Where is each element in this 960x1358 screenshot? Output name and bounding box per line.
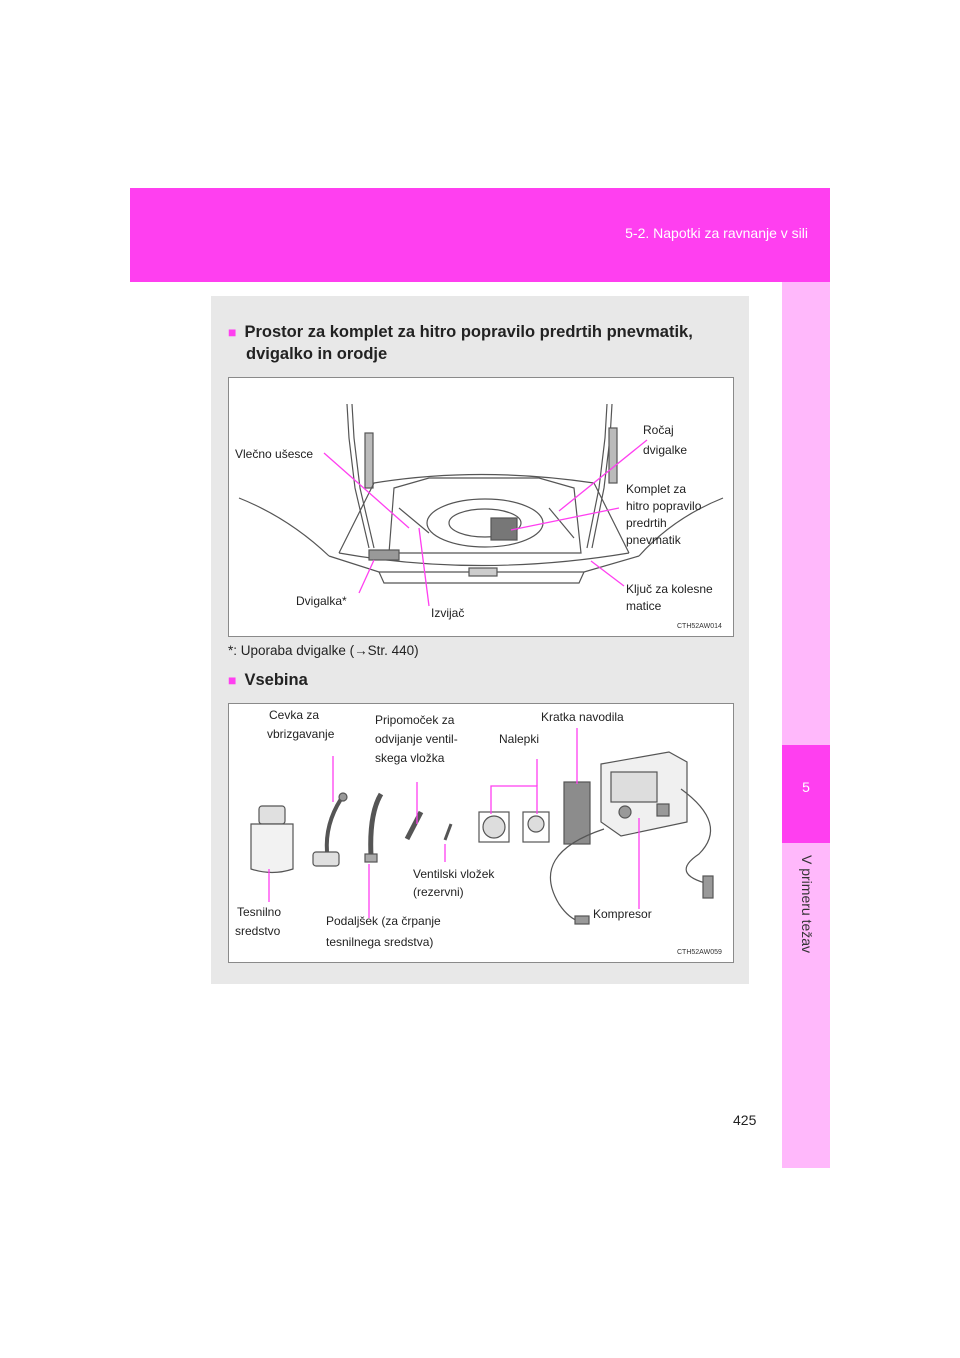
square-bullet-icon: ■ bbox=[228, 672, 237, 688]
label-extension-1: Podaljšek (za črpanje bbox=[326, 914, 441, 928]
label-towing-eye: Vlečno ušesce bbox=[235, 447, 314, 461]
kit-contents-figure bbox=[228, 703, 734, 963]
trunk-storage-figure bbox=[228, 377, 734, 637]
label-valve-core-1: Ventilski vložek bbox=[413, 867, 495, 881]
label-injection-hose-2: vbrizgavanje bbox=[267, 727, 335, 741]
label-quick-guide: Kratka navodila bbox=[541, 710, 624, 724]
label-jack-handle-1: Ročaj bbox=[643, 423, 674, 437]
label-sealant-2: sredstvo bbox=[235, 924, 281, 938]
label-jack-handle-2: dvigalke bbox=[643, 443, 688, 457]
page-number: 425 bbox=[733, 1112, 757, 1128]
label-screwdriver: Izvijač bbox=[431, 606, 465, 620]
label-compressor: Kompresor bbox=[593, 907, 652, 921]
section2-heading: ■ Vsebina bbox=[228, 671, 308, 689]
figure-code: CTH52AW059 bbox=[677, 949, 722, 956]
figure-code: CTH52AW014 bbox=[677, 623, 722, 630]
label-repair-kit-2: hitro popravilo bbox=[626, 499, 702, 513]
label-lug-wrench-1: Ključ za kolesne bbox=[626, 582, 713, 596]
section-title: 5-2. Napotki za ravnanje v sili bbox=[625, 225, 808, 241]
section1-heading-line1: ■ Prostor za komplet za hitro popravilo predrtih pnevmatik, bbox=[228, 323, 693, 341]
label-repair-kit-1: Komplet za bbox=[626, 482, 687, 496]
label-repair-kit-3: predrtih bbox=[626, 516, 667, 530]
label-repair-kit-4: pnevmatik bbox=[626, 533, 681, 547]
label-extension-2: tesnilnega sredstva) bbox=[326, 935, 434, 949]
label-valve-core-2: (rezervni) bbox=[413, 885, 464, 899]
label-injection-hose-1: Cevka za bbox=[269, 708, 320, 722]
label-stickers: Nalepki bbox=[499, 732, 540, 746]
label-valve-tool-2: odvijanje ventil- bbox=[375, 732, 458, 746]
square-bullet-icon: ■ bbox=[228, 324, 237, 340]
label-sealant-1: Tesnilno bbox=[237, 905, 282, 919]
header-band bbox=[130, 188, 830, 282]
chapter-title: V primeru težav bbox=[799, 855, 815, 954]
label-valve-tool-3: skega vložka bbox=[375, 751, 445, 765]
chapter-number-tab bbox=[782, 745, 830, 843]
footnote: *: Uporaba dvigalke (→Str. 440) bbox=[228, 643, 419, 658]
label-lug-wrench-2: matice bbox=[626, 599, 662, 613]
chapter-title-vertical bbox=[797, 855, 817, 1155]
label-jack: Dvigalka* bbox=[296, 594, 347, 608]
label-valve-tool-1: Pripomoček za bbox=[375, 713, 455, 727]
section1-heading-line2: dvigalko in orodje bbox=[246, 345, 388, 363]
chapter-number: 5 bbox=[802, 779, 810, 795]
